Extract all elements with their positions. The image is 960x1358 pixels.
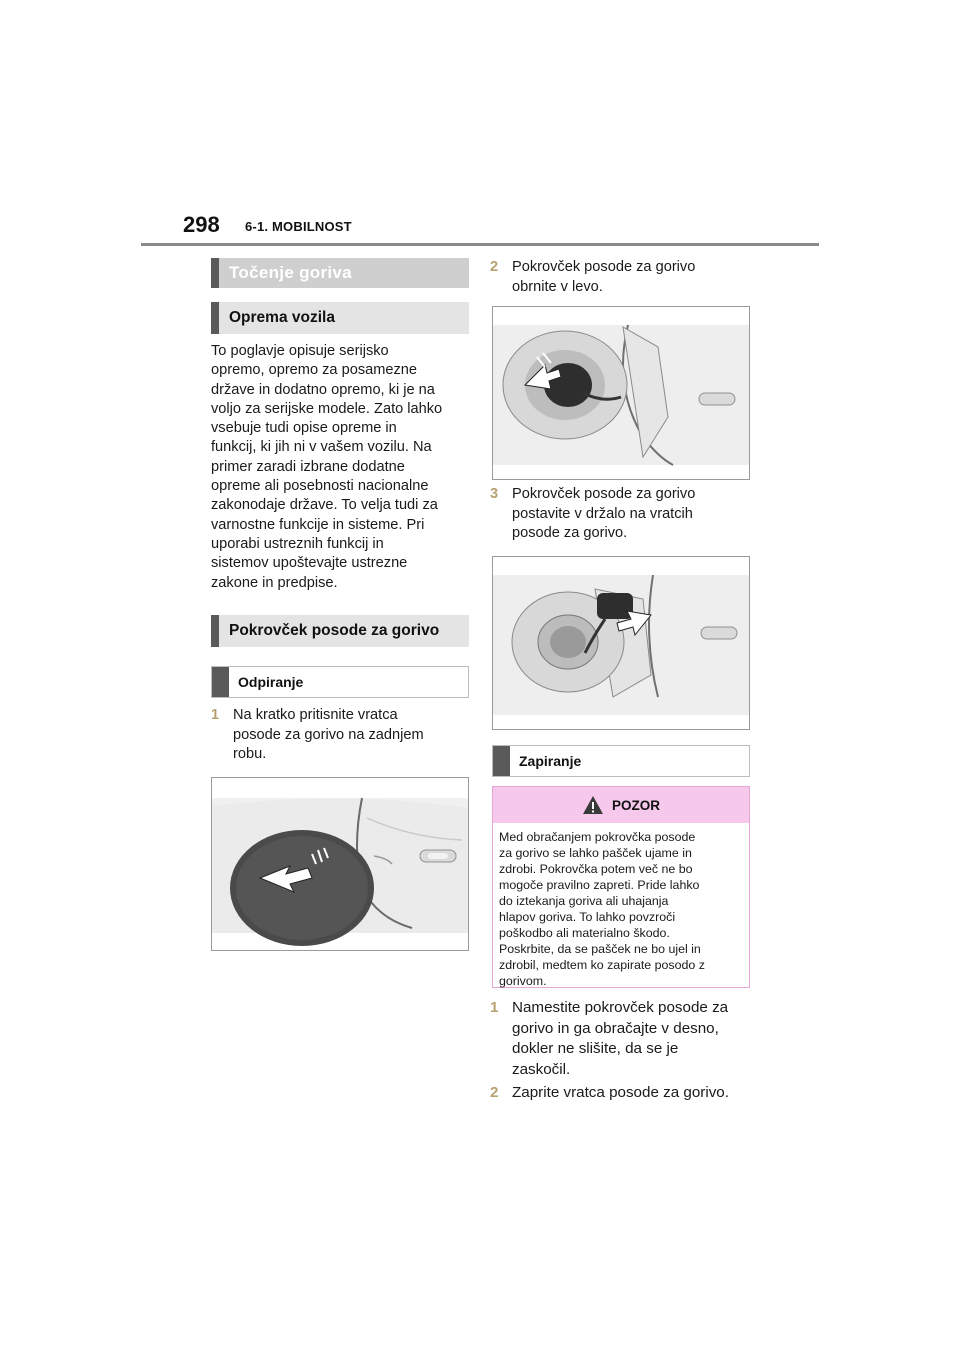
subsection-heading-text: Oprema vozila xyxy=(229,309,335,326)
subsection2-heading-text: Pokrovček posode za gorivo xyxy=(229,622,440,639)
warning-text: Med obračanjem pokrovčka posode za gorivo se lahko pašček ujame in zdrobi. Pokrovčka potem več ne bo mogoče pravilno zapreti. Pride lahko do iztekanja goriva ali uhajanja hlapov goriva. To lahko povzroči poškodbo ali materialno škodo. Poskrbite, da se pašček ne bo ujel in zdrobil, medtem ko zapirate posodo z gorivom. xyxy=(499,830,705,988)
open-step-2: 2 Pokrovček posode za gorivo obrnite v levo. xyxy=(490,259,696,295)
intro-paragraph: To poglavje opisuje serijsko opremo, opremo za posamezne države in dodatno opremo, ki je na voljo za serijske modele. Zato lahko vsebuje tudi opise opreme in funkcij, ki jih ni v vašem vozilu. Na primer zaradi izbrane dodatne opreme ali posebnosti nacionalne zakonodaje države. To velja tudi za varnostne funkcije in sisteme. Pri uporabi ustreznih funkcij in sistemov upoštevajte ustrezne zakone in predpise. xyxy=(211,343,443,591)
subsection2-heading xyxy=(211,615,469,647)
warning-box xyxy=(492,786,750,988)
fuel-door-illustration xyxy=(212,778,468,950)
warning-triangle-icon xyxy=(582,795,604,815)
section-heading-text: Točenje goriva xyxy=(229,263,352,282)
figure-cap-in-holder xyxy=(492,556,750,730)
warning-label: POZOR xyxy=(611,797,660,813)
close-step-1: 1 Namestite pokrovček posode za gorivo in ga obračajte v desno, dokler ne slišite, da se je zaskočil. xyxy=(490,999,729,1078)
closing-heading xyxy=(492,745,750,777)
page-number: 298 xyxy=(183,212,220,237)
open-step-3: 3 Pokrovček posode za gorivo postavite v držalo na vratcih posode za gorivo. xyxy=(490,486,696,541)
cap-holder-illustration xyxy=(493,557,749,729)
opening-heading-text: Odpiranje xyxy=(238,674,304,690)
chapter-title: 6-1. MOBILNOST xyxy=(245,219,352,234)
figure-fuel-door-press xyxy=(211,777,469,951)
header-rule xyxy=(141,243,819,246)
warning-header xyxy=(493,787,749,823)
closing-heading-text: Zapiranje xyxy=(519,753,582,769)
open-step-1: 1 Na kratko pritisnite vratca posode za gorivo na zadnjem robu. xyxy=(211,707,424,762)
figure-turn-cap-left xyxy=(492,306,750,480)
subsection-heading xyxy=(211,302,469,334)
section-heading xyxy=(211,258,469,288)
close-step-2: 2 Zaprite vratca posode za gorivo. xyxy=(490,1084,729,1101)
opening-heading xyxy=(211,666,469,698)
cap-turn-illustration xyxy=(493,307,749,479)
